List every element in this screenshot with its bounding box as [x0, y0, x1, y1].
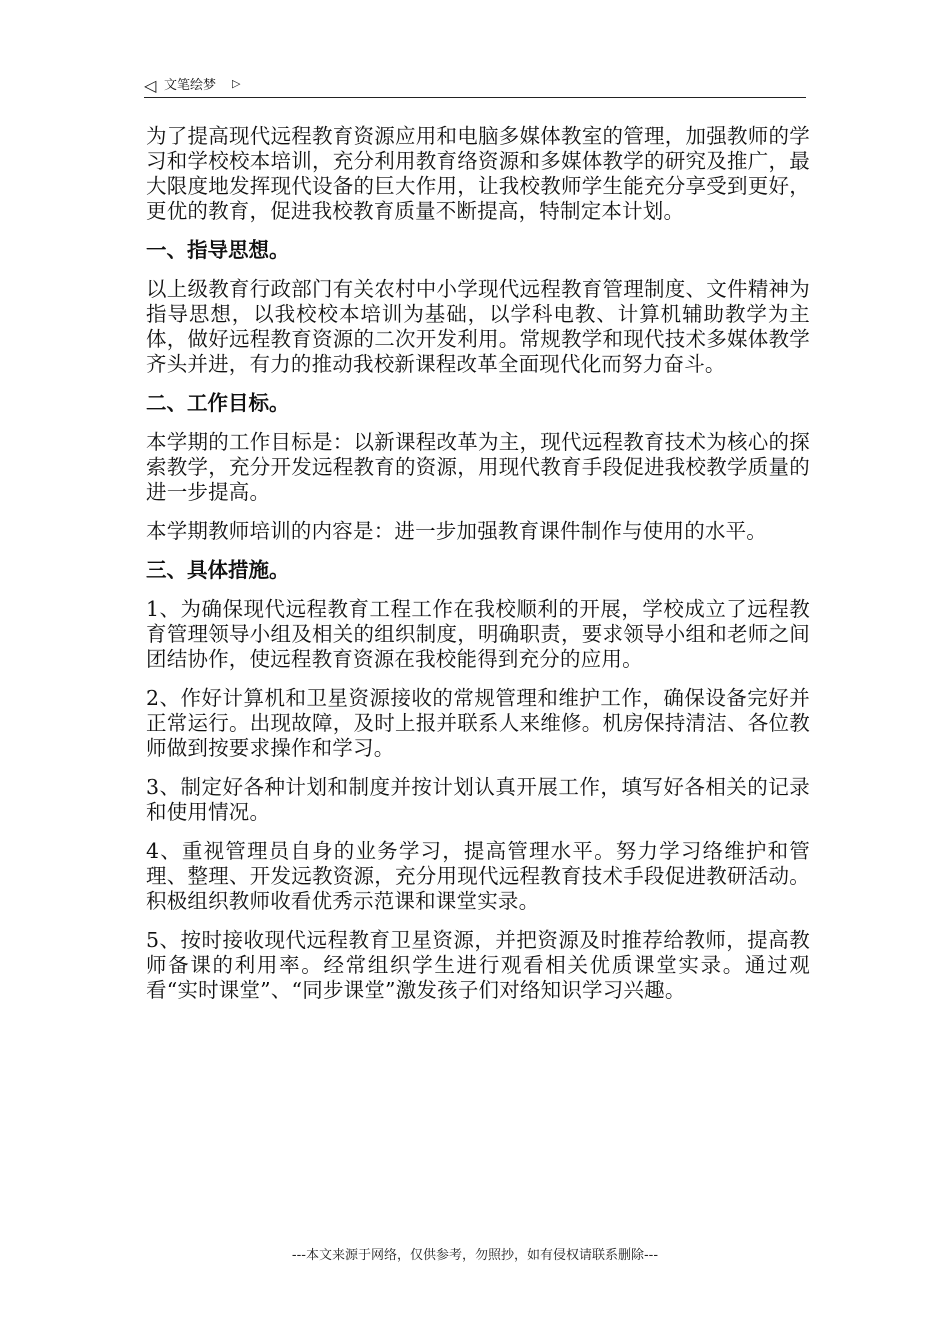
right-triangle-icon: ▷ [232, 77, 241, 90]
work-goals-paragraph: 本学期的工作目标是：以新课程改革为主，现代远程教育技术为核心的探索教学，充分开发远程教育的资源，用现代教育手段促进我校教学质量的进一步提高。 [146, 430, 810, 504]
guiding-ideology-paragraph: 以上级教育行政部门有关农村中小学现代远程教育管理制度、文件精神为指导思想，以我校校本培训为基础，以学科电教、计算机辅助教学为主体，做好远程教育资源的二次开发利用。常规教学和现代技术多媒体教学齐头并进，有力的推动我校新课程改革全面现代化而努力奋斗。 [146, 277, 810, 376]
intro-paragraph: 为了提高现代远程教育资源应用和电脑多媒体教室的管理，加强教师的学习和学校校本培训，充分利用教育络资源和多媒体教学的研究及推广，最大限度地发挥现代设备的巨大作用，让我校教师学生能充分享受到更好，更优的教育，促进我校教育质量不断提高，特制定本计划。 [146, 124, 810, 223]
section-heading-measures: 三、具体措施。 [146, 558, 290, 582]
training-content-paragraph: 本学期教师培训的内容是：进一步加强教育课件制作与使用的水平。 [146, 519, 767, 543]
measure-item: 1、为确保现代远程教育工程工作在我校顺利的开展，学校成立了远程教育管理领导小组及相关的组织制度，明确职责，要求领导小组和老师之间团结协作，使远程教育资源在我校能得到充分的应用。 [146, 597, 810, 671]
section-heading-guiding-ideology: 一、指导思想。 [146, 238, 290, 262]
measure-item: 2、作好计算机和卫星资源接收的常规管理和维护工作，确保设备完好并正常运行。出现故障，及时上报并联系人来维修。机房保持清洁、各位教师做到按要求操作和学习。 [146, 686, 810, 760]
section-heading-work-goals: 二、工作目标。 [146, 391, 290, 415]
measure-item: 3、制定好各种计划和制度并按计划认真开展工作，填写好各相关的记录和使用情况。 [146, 775, 810, 824]
page-header [144, 74, 806, 98]
left-triangle-icon: ◁ [144, 76, 157, 95]
header-title: 文笔绘梦 [164, 78, 217, 93]
measure-item: 4、重视管理员自身的业务学习，提高管理水平。努力学习络维护和管理、整理、开发远教资源，充分用现代远程教育技术手段促进教研活动。积极组织教师收看优秀示范课和课堂实录。 [146, 839, 810, 913]
document-body [146, 124, 810, 1017]
header-divider [144, 97, 806, 98]
footer-disclaimer: ---本文来源于网络，仅供参考，勿照抄，如有侵权请联系删除--- [291, 1248, 659, 1263]
measure-item: 5、按时接收现代远程教育卫星资源，并把资源及时推荐给教师，提高教师备课的利用率。经常组织学生进行观看相关优质课堂实录。通过观看“实时课堂”、“同步课堂”激发孩子们对络知识学习兴趣。 [146, 928, 810, 1002]
